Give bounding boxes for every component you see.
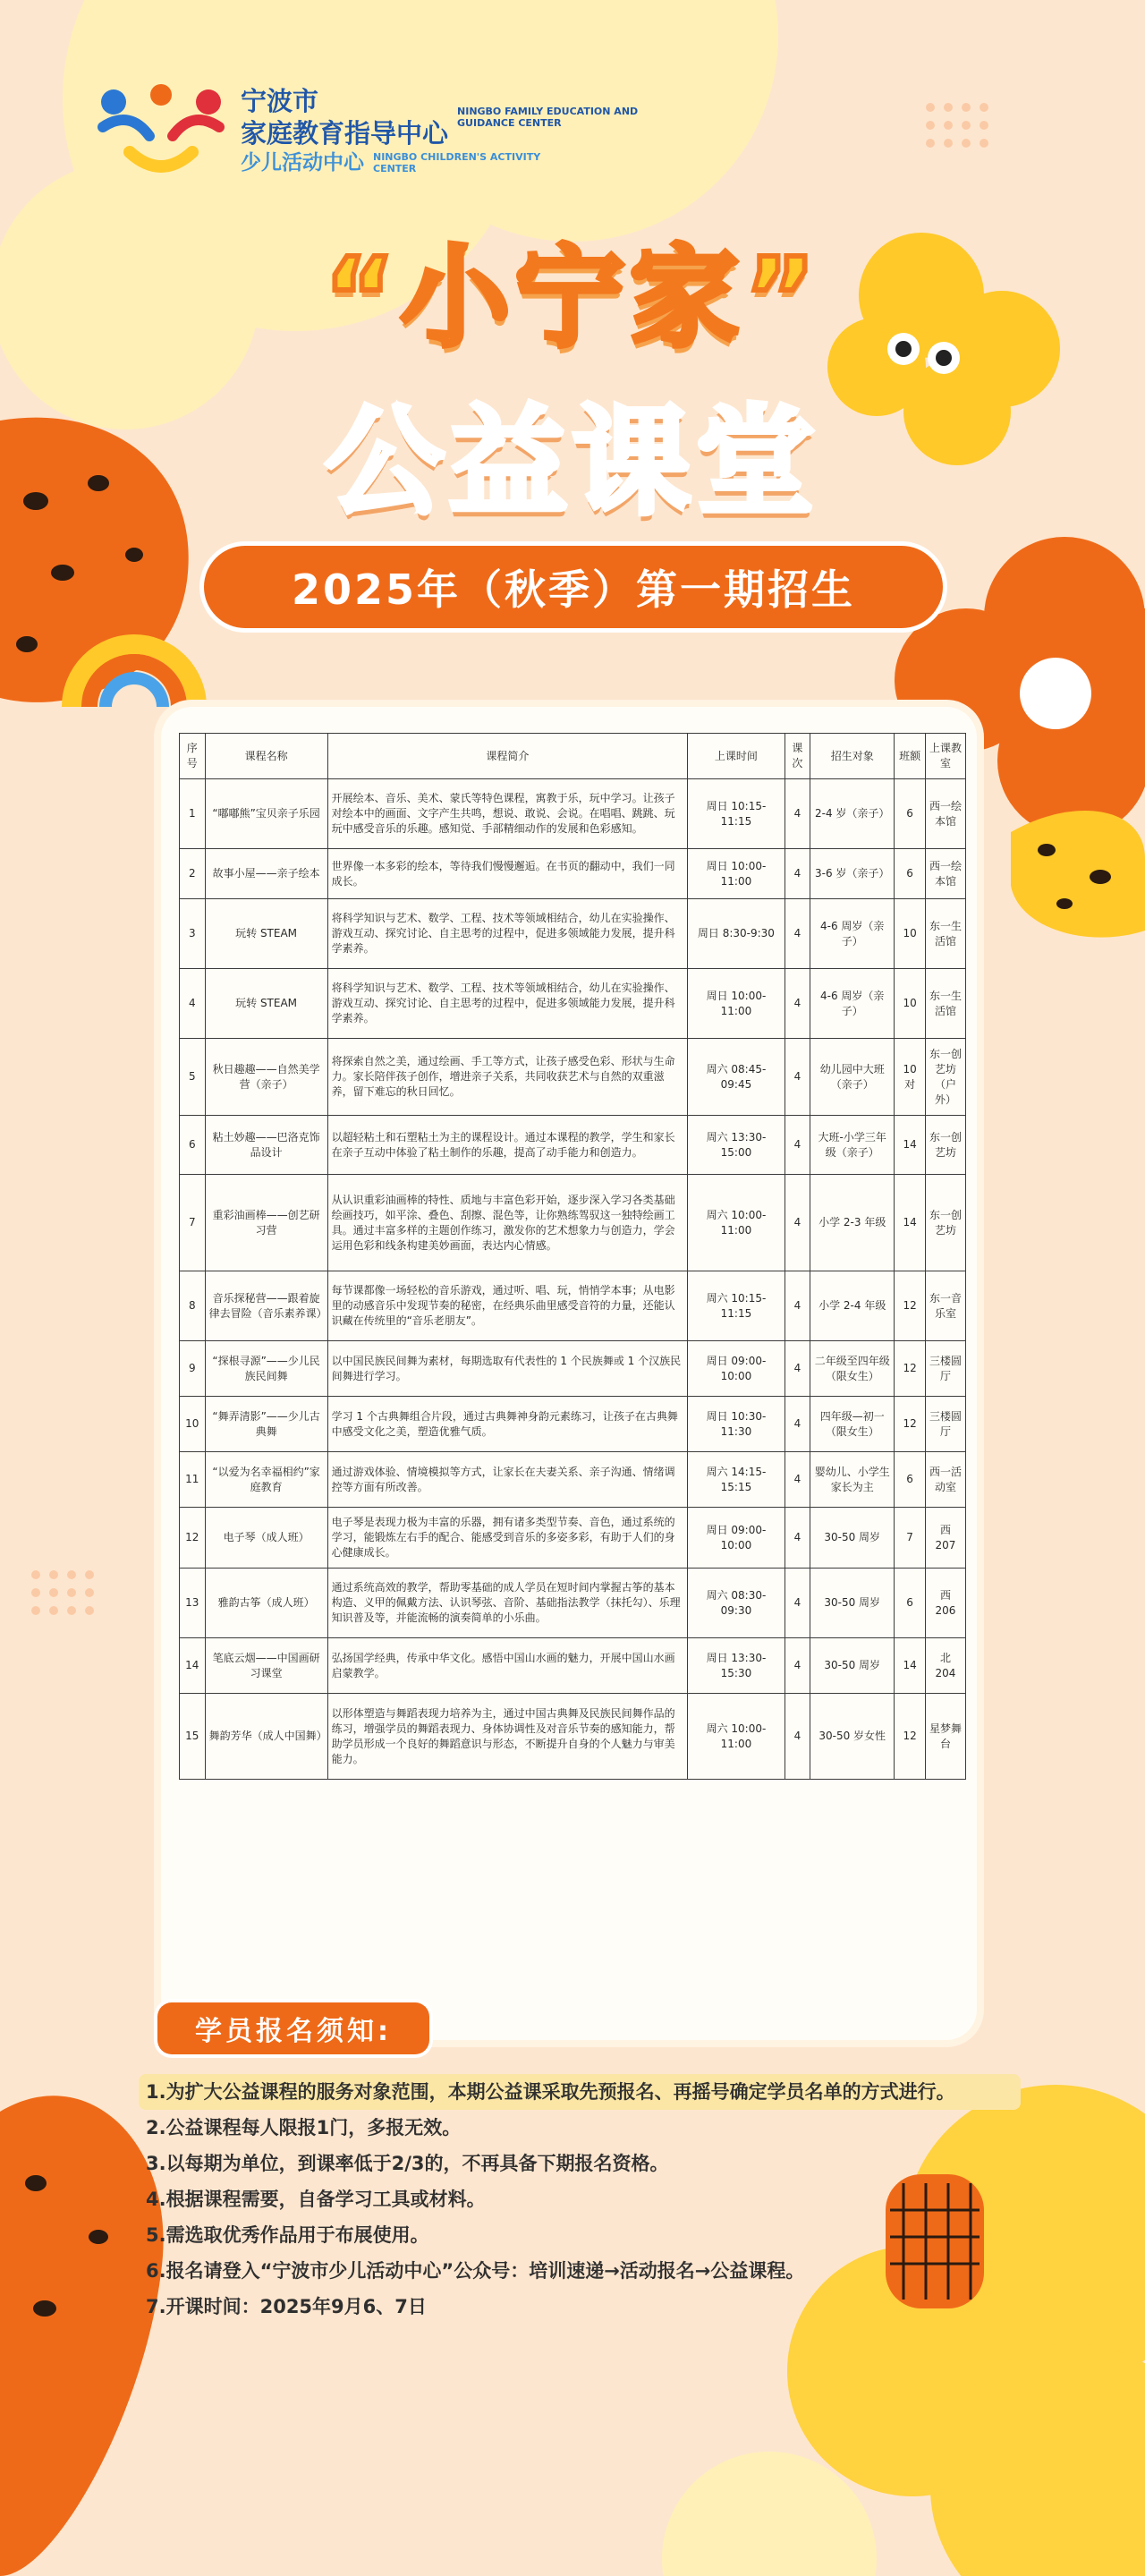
cell-class-size: 12: [895, 1341, 926, 1397]
notice-item: 1.为扩大公益课程的服务对象范围，本期公益课采取先预报名、再摇号确定学员名单的方式进行。: [139, 2074, 1021, 2110]
notice-title: 学员报名须知:: [195, 2016, 392, 2047]
cell-room: 东一生活馆: [925, 899, 965, 969]
title-line-1: “小宁家”: [323, 234, 822, 361]
cell-intro: 以中国民族民间舞为素材，每期选取有代表性的 1 个民族舞或 1 个汉族民间舞进行学习。: [327, 1341, 688, 1397]
table-row: [180, 779, 966, 849]
header-time: 上课时间: [688, 734, 785, 779]
table-row: [180, 899, 966, 969]
cell-target: 二年级至四年级（限女生）: [810, 1341, 895, 1397]
cell-class-size: 6: [895, 849, 926, 899]
cell-sessions: 4: [785, 779, 810, 849]
cell-sessions: 4: [785, 1397, 810, 1452]
notice-item: 3.以每期为单位，到课率低于2/3的，不再具备下期报名资格。: [146, 2153, 669, 2174]
cell-sessions: 4: [785, 849, 810, 899]
table-row: [180, 1638, 966, 1694]
cell-time: 周六 08:45-09:45: [688, 1039, 785, 1116]
cell-room: 东一创艺坊: [925, 1175, 965, 1271]
cell-sessions: 4: [785, 1341, 810, 1397]
cell-course-name: 雅韵古筝（成人班）: [205, 1569, 327, 1638]
cell-no: 12: [180, 1508, 206, 1569]
cell-target: 2-4 岁（亲子）: [810, 779, 895, 849]
notice-item: 4.根据课程需要，自备学习工具或材料。: [146, 2189, 486, 2210]
cell-intro: 通过游戏体验、情境模拟等方式，让家长在夫妻关系、亲子沟通、情绪调控等方面有所改善。: [327, 1452, 688, 1508]
cell-intro: 将探索自然之美，通过绘画、手工等方式，让孩子感受色彩、形状与生命力。家长陪伴孩子创作，增进亲子关系，共同收获艺术与自然的双重滋养，留下难忘的秋日回忆。: [327, 1039, 688, 1116]
header-sessions: 课次: [785, 734, 810, 779]
cell-class-size: 6: [895, 779, 926, 849]
cell-course-name: 电子琴（成人班）: [205, 1508, 327, 1569]
cell-room: 西 206: [925, 1569, 965, 1638]
cell-no: 6: [180, 1116, 206, 1175]
cell-target: 婴幼儿、小学生家长为主: [810, 1452, 895, 1508]
cell-time: 周六 10:00-11:00: [688, 1694, 785, 1780]
cell-room: 东一音乐室: [925, 1271, 965, 1341]
header-size: 班额: [895, 734, 926, 779]
cell-target: 小学 2-3 年级: [810, 1175, 895, 1271]
cell-sessions: 4: [785, 1116, 810, 1175]
cell-no: 9: [180, 1341, 206, 1397]
table-row: [180, 1569, 966, 1638]
cell-sessions: 4: [785, 1271, 810, 1341]
cell-no: 7: [180, 1175, 206, 1271]
cell-no: 14: [180, 1638, 206, 1694]
cell-sessions: 4: [785, 1039, 810, 1116]
header-target: 招生对象: [810, 734, 895, 779]
table-row: [180, 849, 966, 899]
cell-intro: 将科学知识与艺术、数学、工程、技术等领域相结合，幼儿在实验操作、游戏互动、探究讨论、自主思考的过程中，促进多领域能力发展，提升科学素养。: [327, 969, 688, 1039]
cell-room: 东一创艺坊（户外）: [925, 1039, 965, 1116]
cell-sessions: 4: [785, 1638, 810, 1694]
cell-time: 周六 13:30-15:00: [688, 1116, 785, 1175]
cell-time: 周日 8:30-9:30: [688, 899, 785, 969]
enrollment-banner: [204, 546, 943, 628]
cell-course-name: 笔底云烟——中国画研习课堂: [205, 1638, 327, 1694]
cell-no: 8: [180, 1271, 206, 1341]
cell-time: 周日 09:00-10:00: [688, 1508, 785, 1569]
cell-class-size: 14: [895, 1116, 926, 1175]
cell-time: 周日 09:00-10:00: [688, 1341, 785, 1397]
cell-class-size: 12: [895, 1397, 926, 1452]
kids-center-en: NINGBO CHILDREN'S ACTIVITY CENTER: [373, 151, 541, 174]
cell-time: 周日 10:15-11:15: [688, 779, 785, 849]
cell-class-size: 10: [895, 969, 926, 1039]
banner-text: 2025年（秋季）第一期招生: [291, 565, 856, 614]
cell-target: 4-6 周岁（亲子）: [810, 899, 895, 969]
cell-course-name: “以爱为名幸福相约”家庭教育: [205, 1452, 327, 1508]
table-row: [180, 1452, 966, 1508]
cell-course-name: “探根寻源”——少儿民族民间舞: [205, 1341, 327, 1397]
cell-no: 3: [180, 899, 206, 969]
cell-intro: 电子琴是表现力极为丰富的乐器，拥有诸多类型节奏、音色，通过系统的学习，能锻炼左右手的配合、能感受到音乐的多姿多彩，有助于人们的身心健康成长。: [327, 1508, 688, 1569]
cell-no: 2: [180, 849, 206, 899]
org-name-cn: 宁波市: [241, 86, 319, 116]
table-row: [180, 1508, 966, 1569]
cell-room: 东一生活馆: [925, 969, 965, 1039]
cell-intro: 每节课都像一场轻松的音乐游戏，通过听、唱、玩，悄悄学本事；从电影里的动感音乐中发现节奏的秘密，在经典乐曲里感受音符的力量，还能认识藏在传统里的“音乐老朋友”。: [327, 1271, 688, 1341]
org-name-cn-2: 家庭教育指导中心: [241, 118, 449, 149]
cell-sessions: 4: [785, 1569, 810, 1638]
header-intro: 课程简介: [327, 734, 688, 779]
table-row: [180, 1694, 966, 1780]
header-name: 课程名称: [205, 734, 327, 779]
cell-target: 30-50 周岁: [810, 1638, 895, 1694]
cell-course-name: 重彩油画棒——创艺研习营: [205, 1175, 327, 1271]
table-row: [180, 1397, 966, 1452]
cell-class-size: 6: [895, 1452, 926, 1508]
cell-room: 三楼圆厅: [925, 1341, 965, 1397]
cell-class-size: 6: [895, 1569, 926, 1638]
cell-intro: 以超轻粘土和石塑粘土为主的课程设计。通过本课程的教学，学生和家长在亲子互动中体验了粘土制作的乐趣，提高了动手能力和创造力。: [327, 1116, 688, 1175]
logo: [94, 82, 663, 179]
cell-no: 5: [180, 1039, 206, 1116]
cell-intro: 世界像一本多彩的绘本，等待我们慢慢邂逅。在书页的翻动中，我们一同成长。: [327, 849, 688, 899]
cell-time: 周六 10:00-11:00: [688, 1175, 785, 1271]
org-name-en: NINGBO FAMILY EDUCATION AND GUIDANCE CENTER: [457, 106, 639, 129]
cell-course-name: “嘟嘟熊”宝贝亲子乐园: [205, 779, 327, 849]
cell-intro: 通过系统高效的教学，帮助零基础的成人学员在短时间内掌握古筝的基本构造、义甲的佩戴方法、认识琴弦、音阶、基础指法教学（抹托勾）、乐理知识普及等，并能流畅的演奏简单的小乐曲。: [327, 1569, 688, 1638]
cell-intro: 学习 1 个古典舞组合片段，通过古典舞神身韵元素练习，让孩子在古典舞中感受文化之美，塑造优雅气质。: [327, 1397, 688, 1452]
cell-course-name: “舞弄清影”——少儿古典舞: [205, 1397, 327, 1452]
table-row: [180, 1175, 966, 1271]
cell-intro: 以形体塑造与舞蹈表现力培养为主，通过中国古典舞及民族民间舞作品的练习，增强学员的舞蹈表现力、身体协调性及对音乐节奏的感知能力，帮助学员形成一个良好的舞蹈意识与形态，不断提升自身的个人魅力与审美能力。: [327, 1694, 688, 1780]
cell-time: 周六 10:15-11:15: [688, 1271, 785, 1341]
course-table: [179, 733, 966, 1780]
cell-room: 北 204: [925, 1638, 965, 1694]
table-row: [180, 1039, 966, 1116]
cell-target: 小学 2-4 年级: [810, 1271, 895, 1341]
cell-sessions: 4: [785, 1694, 810, 1780]
title-line-2: 公益课堂: [326, 394, 819, 531]
cell-course-name: 故事小屋——亲子绘本: [205, 849, 327, 899]
cell-sessions: 4: [785, 1508, 810, 1569]
cell-target: 幼儿园中大班（亲子）: [810, 1039, 895, 1116]
cell-time: 周六 14:15-15:15: [688, 1452, 785, 1508]
table-row: [180, 969, 966, 1039]
header-room: 上课教室: [925, 734, 965, 779]
family-logo-icon: [94, 82, 228, 179]
cell-time: 周日 10:00-11:00: [688, 849, 785, 899]
cell-no: 13: [180, 1569, 206, 1638]
notice-item: 6.报名请登入“宁波市少儿活动中心”公众号：培训速递→活动报名→公益课程。: [146, 2260, 805, 2282]
cell-course-name: 玩转 STEAM: [205, 969, 327, 1039]
cell-no: 15: [180, 1694, 206, 1780]
notice-item: 7.开课时间：2025年9月6、7日: [146, 2296, 427, 2317]
cell-class-size: 12: [895, 1694, 926, 1780]
cell-course-name: 舞韵芳华（成人中国舞）: [205, 1694, 327, 1780]
table-row: [180, 1271, 966, 1341]
cell-no: 10: [180, 1397, 206, 1452]
cell-class-size: 14: [895, 1175, 926, 1271]
course-table-body: [180, 779, 966, 1780]
cell-target: 30-50 岁女性: [810, 1694, 895, 1780]
cell-target: 四年级—初一（限女生）: [810, 1397, 895, 1452]
cell-target: 3-6 岁（亲子）: [810, 849, 895, 899]
cell-no: 1: [180, 779, 206, 849]
table-row: [180, 1116, 966, 1175]
header-no: 序号: [180, 734, 206, 779]
cell-course-name: 秋日趣趣——自然美学营（亲子）: [205, 1039, 327, 1116]
table-row: [180, 1341, 966, 1397]
cell-target: 30-50 周岁: [810, 1569, 895, 1638]
cell-course-name: 音乐探秘营——跟着旋律去冒险（音乐素养课）: [205, 1271, 327, 1341]
notice-list: [139, 2074, 1033, 2325]
cell-target: 大班-小学三年级（亲子）: [810, 1116, 895, 1175]
cell-class-size: 10 对: [895, 1039, 926, 1116]
cell-time: 周日 10:00-11:00: [688, 969, 785, 1039]
cell-room: 星梦舞台: [925, 1694, 965, 1780]
cell-intro: 弘扬国学经典，传承中华文化。感悟中国山水画的魅力，开展中国山水画启蒙教学。: [327, 1638, 688, 1694]
cell-sessions: 4: [785, 899, 810, 969]
cell-room: 东一创艺坊: [925, 1116, 965, 1175]
cell-sessions: 4: [785, 969, 810, 1039]
cell-sessions: 4: [785, 1175, 810, 1271]
cell-class-size: 7: [895, 1508, 926, 1569]
cell-sessions: 4: [785, 1452, 810, 1508]
cell-room: 西一绘本馆: [925, 849, 965, 899]
notice-item: 5.需选取优秀作品用于布展使用。: [146, 2224, 429, 2246]
cell-intro: 将科学知识与艺术、数学、工程、技术等领域相结合，幼儿在实验操作、游戏互动、探究讨论、自主思考的过程中，促进多领域能力发展，提升科学素养。: [327, 899, 688, 969]
table-header-row: [180, 734, 966, 779]
notice-item: 2.公益课程每人限报1门，多报无效。: [146, 2117, 462, 2138]
cell-intro: 从认识重彩油画棒的特性、质地与丰富色彩开始，逐步深入学习各类基础绘画技巧，如平涂、叠色、刮擦、混色等，让你熟练驾驭这一独特绘画工具。通过丰富多样的主题创作练习，激发你的艺术想象力与创造力，学会运用色彩和线条构建美妙画面，表达内心情感。: [327, 1175, 688, 1271]
cell-course-name: 粘土妙趣——巴洛克饰品设计: [205, 1116, 327, 1175]
cell-class-size: 10: [895, 899, 926, 969]
cell-time: 周六 08:30-09:30: [688, 1569, 785, 1638]
cell-target: 30-50 周岁: [810, 1508, 895, 1569]
cell-time: 周日 10:30-11:30: [688, 1397, 785, 1452]
cell-no: 4: [180, 969, 206, 1039]
cell-course-name: 玩转 STEAM: [205, 899, 327, 969]
cell-room: 西 207: [925, 1508, 965, 1569]
cell-no: 11: [180, 1452, 206, 1508]
cell-class-size: 14: [895, 1638, 926, 1694]
cell-class-size: 12: [895, 1271, 926, 1341]
cell-room: 西一活动室: [925, 1452, 965, 1508]
cell-room: 三楼圆厅: [925, 1397, 965, 1452]
cell-room: 西一绘本馆: [925, 779, 965, 849]
cell-intro: 开展绘本、音乐、美术、蒙氏等特色课程，寓教于乐，玩中学习。让孩子对绘本中的画面、文字产生共鸣，想说、敢说、会说。在唱唱、跳跳、玩玩中感受音乐的乐趣。感知觉、手部精细动作的发展和色彩感知。: [327, 779, 688, 849]
cell-time: 周日 13:30-15:30: [688, 1638, 785, 1694]
kids-center-cn: 少儿活动中心: [241, 151, 364, 174]
notice-title-badge: [157, 2002, 429, 2054]
cell-target: 4-6 周岁（亲子）: [810, 969, 895, 1039]
